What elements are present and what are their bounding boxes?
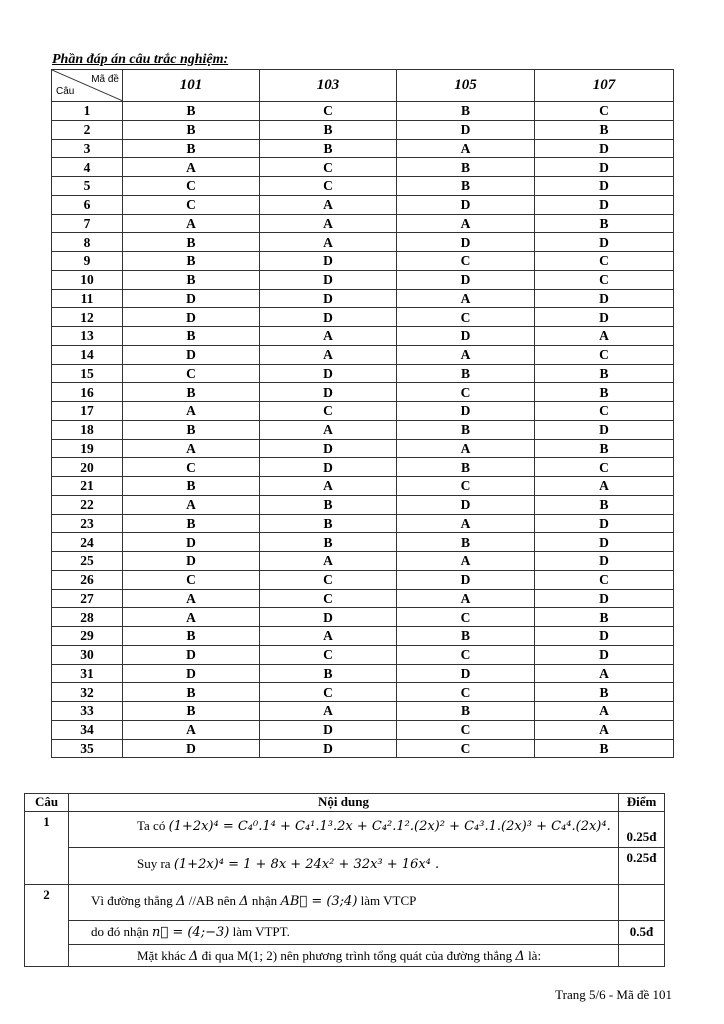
answer-cell: B <box>123 102 260 121</box>
answer-cell: B <box>123 702 260 721</box>
answer-row <box>52 570 674 589</box>
question-number-cell: 33 <box>52 702 123 721</box>
answer-cell: B <box>397 420 535 439</box>
q1-line2-prefix: Suy ra <box>137 856 171 871</box>
answer-cell: A <box>397 552 535 571</box>
q1-expansion <box>69 812 619 848</box>
content-column-header: Nội dung <box>69 794 619 812</box>
question-number-cell: 3 <box>52 139 123 158</box>
question-number-cell: 34 <box>52 720 123 739</box>
answer-cell: B <box>535 608 674 627</box>
answer-row <box>52 739 674 758</box>
answer-row <box>52 364 674 383</box>
answer-cell: B <box>535 439 674 458</box>
q2-text: //AB nên <box>188 893 237 908</box>
question-number-cell: 22 <box>52 495 123 514</box>
answer-cell: D <box>123 289 260 308</box>
answer-row <box>52 120 674 139</box>
question-number-cell: 32 <box>52 683 123 702</box>
answer-cell: D <box>397 120 535 139</box>
q2-text: Mặt khác <box>137 948 186 963</box>
answer-row <box>52 139 674 158</box>
answer-cell: C <box>535 345 674 364</box>
answer-key-table <box>51 69 674 758</box>
q1-line1-formula: (1+2x)⁴ = C₄⁰.1⁴ + C₄¹.1³.2x + C₄².1².(2x)² + C₄³.1.(2x)³ + C₄⁴.(2x)⁴. <box>168 819 611 834</box>
answer-cell: A <box>260 552 397 571</box>
answer-cell: B <box>123 252 260 271</box>
answer-cell: B <box>535 383 674 402</box>
answer-cell: A <box>123 439 260 458</box>
question-number-cell: 28 <box>52 608 123 627</box>
answer-cell: B <box>397 177 535 196</box>
question-number-cell: 35 <box>52 739 123 758</box>
answer-cell: A <box>123 608 260 627</box>
answer-cell: A <box>397 439 535 458</box>
answer-row <box>52 458 674 477</box>
answer-row <box>52 627 674 646</box>
question-number-cell: 30 <box>52 645 123 664</box>
question-number-cell: 27 <box>52 589 123 608</box>
question-number-cell: 21 <box>52 477 123 496</box>
answer-cell: D <box>535 420 674 439</box>
q1-line1-points: 0.25đ <box>619 812 665 848</box>
answer-cell: B <box>535 683 674 702</box>
answer-cell: D <box>535 195 674 214</box>
answer-cell: D <box>535 533 674 552</box>
question-number-cell: 24 <box>52 533 123 552</box>
answer-cell: D <box>260 252 397 271</box>
q2-delta-symbol: Δ <box>176 894 186 909</box>
answer-cell: D <box>535 589 674 608</box>
answer-cell: C <box>397 477 535 496</box>
answer-cell: A <box>260 477 397 496</box>
exam-code-header: 101 <box>123 70 260 102</box>
answer-key-heading: Phần đáp án câu trắc nghiệm: <box>52 52 229 67</box>
answer-cell: D <box>535 627 674 646</box>
question-number-cell: 23 <box>52 514 123 533</box>
answer-cell: B <box>397 158 535 177</box>
answer-cell: A <box>260 420 397 439</box>
question-number-cell: 17 <box>52 402 123 421</box>
question-number-cell: 29 <box>52 627 123 646</box>
answer-cell: C <box>260 645 397 664</box>
answer-row <box>52 720 674 739</box>
answer-cell: B <box>123 420 260 439</box>
answer-cell: C <box>260 570 397 589</box>
q2-delta-symbol: Δ <box>188 949 199 964</box>
answer-cell: C <box>535 252 674 271</box>
answer-cell: D <box>260 364 397 383</box>
answer-row <box>52 552 674 571</box>
answer-cell: C <box>260 683 397 702</box>
answer-cell: C <box>123 177 260 196</box>
question-number-cell: 6 <box>52 195 123 214</box>
q1-row-2 <box>25 848 665 885</box>
q2-vector-n: n⃗ = (4;−3) <box>152 925 230 940</box>
answer-cell: B <box>397 364 535 383</box>
question-number-cell: 11 <box>52 289 123 308</box>
question-number-cell: 31 <box>52 664 123 683</box>
q2-text: là: <box>528 948 542 963</box>
answer-cell: B <box>123 139 260 158</box>
answer-row <box>52 477 674 496</box>
exam-code-header: 105 <box>397 70 535 102</box>
answer-cell: A <box>535 477 674 496</box>
answer-cell: C <box>535 458 674 477</box>
answer-cell: D <box>535 158 674 177</box>
question-number-cell: 4 <box>52 158 123 177</box>
question-number: 1 <box>25 812 69 885</box>
answer-cell: D <box>397 195 535 214</box>
answer-cell: A <box>397 214 535 233</box>
answer-cell: B <box>535 495 674 514</box>
answer-cell: D <box>123 664 260 683</box>
answer-cell: A <box>123 402 260 421</box>
answer-cell: B <box>123 477 260 496</box>
answer-cell: D <box>397 233 535 252</box>
q1-line2-formula: (1+2x)⁴ = 1 + 8x + 24x² + 32x³ + 16x⁴ . <box>173 857 440 872</box>
answer-cell: D <box>535 552 674 571</box>
answer-cell: C <box>535 270 674 289</box>
answer-row <box>52 664 674 683</box>
answer-cell: C <box>123 458 260 477</box>
answer-row <box>52 177 674 196</box>
points-column-header: Điểm <box>619 794 665 812</box>
exam-code-header: 103 <box>260 70 397 102</box>
question-number-cell: 18 <box>52 420 123 439</box>
answer-cell: B <box>123 683 260 702</box>
question-number-cell: 25 <box>52 552 123 571</box>
answer-row <box>52 327 674 346</box>
q1-row-1 <box>25 812 665 848</box>
answer-cell: C <box>397 645 535 664</box>
q2-text: Vì đường thẳng <box>91 893 173 908</box>
exam-code-label: Mã đề <box>91 74 119 85</box>
q2-text: làm VTPT. <box>232 924 290 939</box>
answer-key-body <box>52 102 674 758</box>
answer-cell: A <box>397 589 535 608</box>
answer-cell: C <box>123 364 260 383</box>
answer-cell: B <box>260 514 397 533</box>
answer-cell: A <box>123 720 260 739</box>
answer-cell: B <box>123 327 260 346</box>
q2-line2-points: 0.5đ <box>619 921 665 945</box>
q2-row-2 <box>25 921 665 945</box>
answer-cell: C <box>535 102 674 121</box>
answer-cell: D <box>535 645 674 664</box>
answer-cell: D <box>123 533 260 552</box>
answer-cell: A <box>535 664 674 683</box>
answer-cell: B <box>123 120 260 139</box>
answer-row <box>52 214 674 233</box>
answer-cell: A <box>123 214 260 233</box>
answer-cell: D <box>535 177 674 196</box>
answer-cell: B <box>535 120 674 139</box>
answer-cell: B <box>123 627 260 646</box>
q1-line1-prefix: Ta có <box>137 818 166 833</box>
answer-cell: D <box>123 552 260 571</box>
answer-row <box>52 514 674 533</box>
answer-cell: D <box>397 270 535 289</box>
answer-row <box>52 702 674 721</box>
answer-row <box>52 195 674 214</box>
answer-key-header-row <box>52 70 674 102</box>
question-number-cell: 26 <box>52 570 123 589</box>
question-number-cell: 20 <box>52 458 123 477</box>
question-number-cell: 10 <box>52 270 123 289</box>
q1-result <box>69 848 619 885</box>
q2-general-equation <box>69 945 619 967</box>
q2-line1-points <box>619 885 665 921</box>
answer-cell: C <box>260 589 397 608</box>
answer-cell: B <box>535 364 674 383</box>
question-number-cell: 15 <box>52 364 123 383</box>
answer-cell: D <box>260 720 397 739</box>
answer-cell: B <box>397 458 535 477</box>
q2-text: nhận <box>251 893 278 908</box>
answer-cell: D <box>123 645 260 664</box>
answer-cell: A <box>397 289 535 308</box>
answer-cell: D <box>260 308 397 327</box>
answer-cell: C <box>260 177 397 196</box>
q2-text: làm VTCP <box>360 893 417 908</box>
answer-cell: A <box>535 702 674 721</box>
solution-header-row <box>25 794 665 812</box>
answer-row <box>52 402 674 421</box>
answer-cell: D <box>397 327 535 346</box>
question-number: 2 <box>25 885 69 967</box>
q2-direction-vector <box>69 885 619 921</box>
question-number-cell: 9 <box>52 252 123 271</box>
answer-cell: B <box>397 533 535 552</box>
answer-cell: C <box>397 252 535 271</box>
answer-cell: D <box>260 383 397 402</box>
answer-cell: C <box>535 402 674 421</box>
answer-row <box>52 252 674 271</box>
answer-cell: B <box>535 739 674 758</box>
answer-row <box>52 589 674 608</box>
answer-cell: C <box>260 158 397 177</box>
answer-row <box>52 383 674 402</box>
q2-text: đi qua M(1; 2) nên phương trình tổng quát của đường thẳng <box>201 948 513 963</box>
answer-cell: A <box>397 514 535 533</box>
answer-cell: B <box>123 514 260 533</box>
answer-row <box>52 289 674 308</box>
answer-row <box>52 270 674 289</box>
question-number-cell: 14 <box>52 345 123 364</box>
question-number-cell: 2 <box>52 120 123 139</box>
answer-cell: C <box>260 102 397 121</box>
answer-cell: A <box>535 720 674 739</box>
answer-cell: D <box>260 458 397 477</box>
answer-cell: D <box>260 270 397 289</box>
answer-cell: A <box>260 345 397 364</box>
answer-cell: B <box>397 702 535 721</box>
q2-text: do đó nhận <box>91 924 149 939</box>
answer-cell: D <box>260 289 397 308</box>
answer-row <box>52 495 674 514</box>
answer-cell: B <box>260 533 397 552</box>
answer-cell: D <box>397 664 535 683</box>
answer-cell: A <box>260 627 397 646</box>
q2-row-1 <box>25 885 665 921</box>
page-footer: Trang 5/6 - Mã đề 101 <box>555 987 672 1002</box>
answer-cell: C <box>535 570 674 589</box>
answer-cell: C <box>397 308 535 327</box>
answer-cell: B <box>260 664 397 683</box>
answer-cell: C <box>123 570 260 589</box>
answer-cell: B <box>535 214 674 233</box>
question-number-cell: 16 <box>52 383 123 402</box>
question-number-cell: 8 <box>52 233 123 252</box>
question-number-cell: 13 <box>52 327 123 346</box>
answer-cell: D <box>397 495 535 514</box>
answer-cell: B <box>397 627 535 646</box>
q2-delta-symbol: Δ <box>239 894 249 909</box>
answer-cell: C <box>397 739 535 758</box>
solution-table <box>24 793 665 967</box>
answer-cell: A <box>535 327 674 346</box>
q2-delta-symbol: Δ <box>515 949 525 964</box>
answer-cell: A <box>123 589 260 608</box>
answer-cell: D <box>123 308 260 327</box>
answer-cell: D <box>535 233 674 252</box>
answer-cell: B <box>260 120 397 139</box>
answer-cell: A <box>260 327 397 346</box>
q2-line3-points <box>619 945 665 967</box>
answer-cell: D <box>397 570 535 589</box>
q1-line2-points: 0.25đ <box>619 848 665 885</box>
answer-cell: D <box>535 308 674 327</box>
answer-cell: B <box>397 102 535 121</box>
answer-row <box>52 308 674 327</box>
answer-cell: A <box>123 158 260 177</box>
answer-cell: B <box>123 383 260 402</box>
question-number-cell: 7 <box>52 214 123 233</box>
answer-row <box>52 683 674 702</box>
answer-cell: B <box>260 139 397 158</box>
answer-row <box>52 233 674 252</box>
answer-cell: D <box>123 739 260 758</box>
question-number-cell: 12 <box>52 308 123 327</box>
answer-row <box>52 439 674 458</box>
answer-cell: A <box>397 139 535 158</box>
answer-row <box>52 158 674 177</box>
answer-cell: B <box>123 233 260 252</box>
q2-normal-vector <box>69 921 619 945</box>
exam-code-header: 107 <box>535 70 674 102</box>
question-number-cell: 19 <box>52 439 123 458</box>
q2-row-3 <box>25 945 665 967</box>
question-label: Câu <box>56 86 75 97</box>
answer-cell: A <box>123 495 260 514</box>
answer-cell: C <box>397 720 535 739</box>
answer-cell: C <box>397 383 535 402</box>
q2-vector-ab: AB⃗ = (3;4) <box>280 894 358 909</box>
answer-cell: C <box>397 608 535 627</box>
answer-row <box>52 608 674 627</box>
answer-cell: D <box>535 289 674 308</box>
answer-cell: D <box>260 739 397 758</box>
answer-row <box>52 420 674 439</box>
answer-cell: D <box>535 514 674 533</box>
answer-cell: A <box>397 345 535 364</box>
answer-cell: D <box>397 402 535 421</box>
answer-cell: D <box>260 439 397 458</box>
question-column-header: Câu <box>25 794 69 812</box>
answer-cell: C <box>260 402 397 421</box>
answer-row <box>52 345 674 364</box>
answer-cell: D <box>123 345 260 364</box>
answer-cell: A <box>260 233 397 252</box>
answer-row <box>52 102 674 121</box>
corner-cell <box>52 70 123 102</box>
answer-cell: A <box>260 195 397 214</box>
answer-row <box>52 533 674 552</box>
answer-cell: A <box>260 214 397 233</box>
answer-cell: B <box>123 270 260 289</box>
answer-cell: B <box>260 495 397 514</box>
answer-row <box>52 645 674 664</box>
answer-cell: D <box>535 139 674 158</box>
question-number-cell: 5 <box>52 177 123 196</box>
answer-cell: D <box>260 608 397 627</box>
answer-cell: C <box>123 195 260 214</box>
answer-cell: A <box>260 702 397 721</box>
answer-cell: C <box>397 683 535 702</box>
question-number-cell: 1 <box>52 102 123 121</box>
